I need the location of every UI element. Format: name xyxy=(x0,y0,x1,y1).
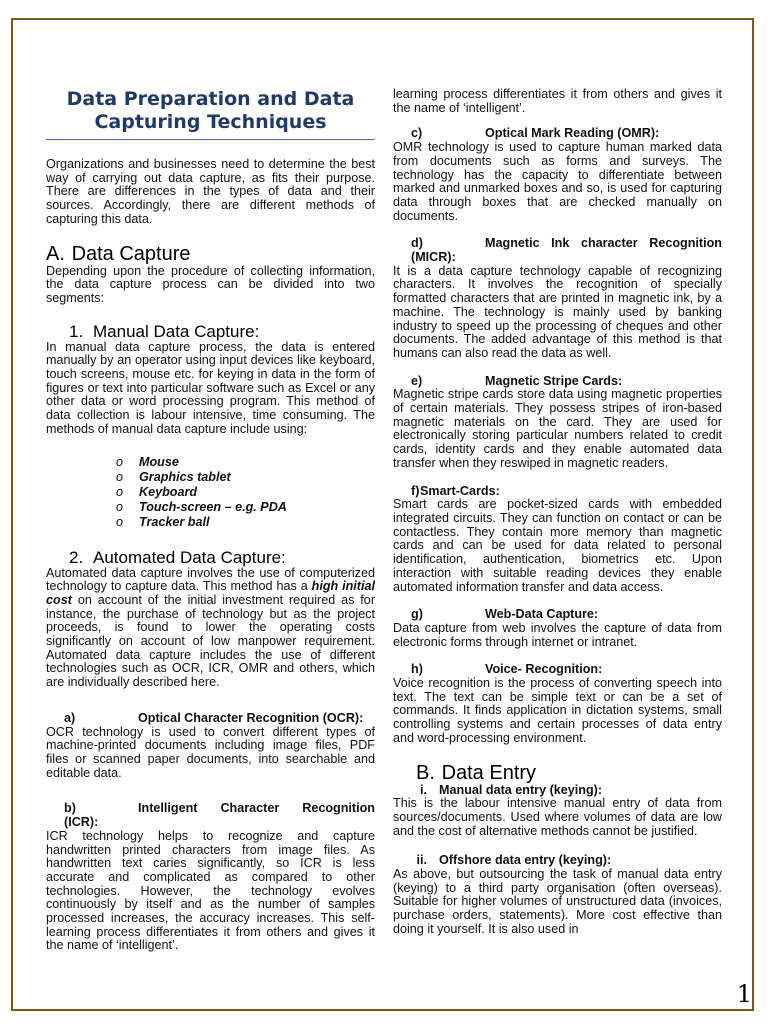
icr-heading-line2 xyxy=(46,816,375,830)
automated-capture-heading xyxy=(46,548,375,567)
omr-label: c) xyxy=(411,126,423,141)
voice-title: Voice- Recognition: xyxy=(485,662,603,677)
icr-text-continued: learning process differentiates it from others and gives it the name of ‘intelligent’. xyxy=(393,87,722,115)
offshore-label: ii. xyxy=(416,853,427,868)
tool-name: Mouse xyxy=(139,454,179,469)
section-a-text: Depending upon the procedure of collecting information, the data capture process can be divided into two segments: xyxy=(46,263,375,305)
micr-title: Magnetic Ink character Recognition xyxy=(485,236,722,251)
section-b-number: B. xyxy=(416,761,435,784)
stripe-label: e) xyxy=(411,373,423,388)
list-item xyxy=(116,470,375,485)
omr-heading xyxy=(393,127,722,141)
page-number: 1 xyxy=(736,980,752,1008)
icr-heading xyxy=(46,802,375,816)
list-item xyxy=(116,485,375,500)
tool-name: Graphics tablet xyxy=(139,469,231,484)
voice-label: h) xyxy=(411,662,423,677)
section-a-number: A. xyxy=(46,242,65,265)
icr-title: Intelligent Character Recognition xyxy=(138,801,375,816)
manual-capture-number: 1. xyxy=(69,321,84,341)
offshore-title: Offshore data entry (keying): xyxy=(439,853,612,868)
ocr-title: Optical Character Recognition (OCR): xyxy=(138,710,364,725)
manual-capture-text: In manual data capture process, the data is entered manually by an operator using input devices like keyboard, touch screens, mouse etc. for keying in data in the form of figures or text into particular software such as Excel or any other data or word processing program. This method of data collection is labour intensive, time consuming. The methods of manual data capture include using: xyxy=(46,339,375,436)
web-label: g) xyxy=(411,607,423,622)
left-column xyxy=(46,88,376,953)
stripe-title: Magnetic Stripe Cards: xyxy=(485,373,623,388)
automated-capture-number: 2. xyxy=(69,547,84,567)
automated-capture-text xyxy=(46,567,375,690)
icr-label: b) xyxy=(64,801,76,816)
intro-paragraph: Organizations and businesses need to determine the best way of carrying out data capture, as fits their purpose. There are differences in the types of data and their sources. Accordingly, there are different methods of capturing this data. xyxy=(46,157,375,226)
list-item xyxy=(116,500,375,515)
manual-capture-heading xyxy=(46,322,375,341)
bullet-marker: o xyxy=(116,454,124,469)
section-b-title: Data Entry xyxy=(441,761,537,784)
manual-capture-tools-list xyxy=(46,455,375,530)
web-text: Data capture from web involves the capture of data from electronic forms through internet or intranet. xyxy=(393,620,722,649)
voice-heading xyxy=(393,663,722,677)
section-b-heading xyxy=(393,762,722,784)
micr-label: d) xyxy=(411,236,423,251)
smart-label: f) xyxy=(411,483,420,498)
high-initial-cost-emphasis: high initial cost xyxy=(46,579,376,607)
bullet-marker: o xyxy=(116,469,124,484)
offshore-text: As above, but outsourcing the task of manual data entry (keying) to a third party organisation (often overseas). Suitable for higher volumes of unstructured data (invoices, purchase orders, statements). More cost effective than doing it yourself. It is also used in xyxy=(393,867,722,936)
omr-title: Optical Mark Reading (OMR): xyxy=(485,126,660,141)
section-a-heading xyxy=(46,243,375,265)
web-heading xyxy=(393,608,722,622)
micr-text: It is a data capture technology capable of recognizing characters. It involves the recognition of specially formatted characters that are printed in magnetic ink, by a machine. The technology is mainly used by banking industry to speed up the processing of cheques and other documents. The added advantage of this method is that humans can also read the data as well. xyxy=(393,263,722,360)
tool-name: Tracker ball xyxy=(139,514,210,529)
smart-heading xyxy=(393,485,722,499)
bullet-marker: o xyxy=(116,514,124,529)
smart-text: Smart cards are pocket-sized cards with embedded integrated circuits. They can function on contact or can be contactless. They contain more memory than magnetic cards and can be used for data related to personal identification, authentication, biometrics etc. Upon interaction with suitable reading devices they enable automated information transfer and data access. xyxy=(393,497,722,594)
manual-entry-title: Manual data entry (keying): xyxy=(439,782,603,797)
right-column xyxy=(393,88,722,937)
manual-entry-label: i. xyxy=(420,782,427,797)
voice-text: Voice recognition is the process of converting speech into text. The text can be simple text or can be a set of commands. It finds application in dictation systems, small controlling systems and certain processes of data entry and word-processing environment. xyxy=(393,676,722,745)
list-item xyxy=(116,515,375,530)
micr-heading xyxy=(393,237,722,251)
automated-text-part: Automated data capture involves the use of computerized technology to capture data. This method has a xyxy=(46,565,375,594)
list-item xyxy=(116,455,375,470)
bullet-marker: o xyxy=(116,499,124,514)
stripe-heading xyxy=(393,375,722,389)
offshore-heading xyxy=(393,854,722,868)
manual-entry-heading xyxy=(393,784,722,798)
micr-heading-line2 xyxy=(393,251,722,265)
manual-entry-text: This is the labour intensive manual entry of data from sources/documents. Used where volumes of data are low and the cost of alternative methods cannot be justified. xyxy=(393,796,722,838)
ocr-text: OCR technology is used to convert different types of machine-printed documents including image files, PDF files or scanned paper documents, into searchable and editable data. xyxy=(46,724,375,780)
manual-capture-title: Manual Data Capture: xyxy=(93,321,260,341)
tool-name: Touch-screen – e.g. PDA xyxy=(139,499,287,514)
stripe-text: Magnetic stripe cards store data using magnetic properties of certain materials. They possess stripes of iron-based magnetic materials on the card. They are used for electronically storing particular numbers related to credit cards, identity cards and they enable automated data transfer when they reswiped in magnetic readers. xyxy=(393,387,722,470)
automated-capture-title: Automated Data Capture: xyxy=(93,547,286,567)
page-title: Data Preparation and Data Capturing Techniques xyxy=(66,88,355,133)
tool-name: Keyboard xyxy=(139,484,198,499)
ocr-heading xyxy=(46,712,375,726)
section-a-title: Data Capture xyxy=(71,242,191,265)
web-title: Web-Data Capture: xyxy=(485,607,599,622)
ocr-label: a) xyxy=(64,710,76,725)
omr-text: OMR technology is used to capture human marked data from documents such as forms and surveys. The technology has the capacity to differentiate between marked and unmarked boxes and so, is used for capturing data through boxes that are checked manually on documents. xyxy=(393,140,722,223)
micr-title-cont: (MICR): xyxy=(411,250,456,265)
bullet-marker: o xyxy=(116,484,124,499)
icr-title-cont: (ICR): xyxy=(64,815,99,830)
automated-text-part: on account of the initial investment required as for instance, the purchase of technology but as the project proceeds, is found to lower the operating costs significantly on account of low manpower requirement. Automated data capture includes the use of different technologies such as OCR, ICR, OMR and others, which are individually described here. xyxy=(46,592,376,690)
smart-title: Smart-Cards: xyxy=(420,483,500,498)
icr-text: ICR technology helps to recognize and capture handwritten printed characters from image files. As handwritten text caries significantly, so ICR is less accurate and complicated as compared to other technologies. However, the technology evolves continuously by itself and as the number of samples processed increases, the accuracy increases. This self-learning process differentiates it from others and gives it the name of ‘intelligent’. xyxy=(46,828,375,953)
